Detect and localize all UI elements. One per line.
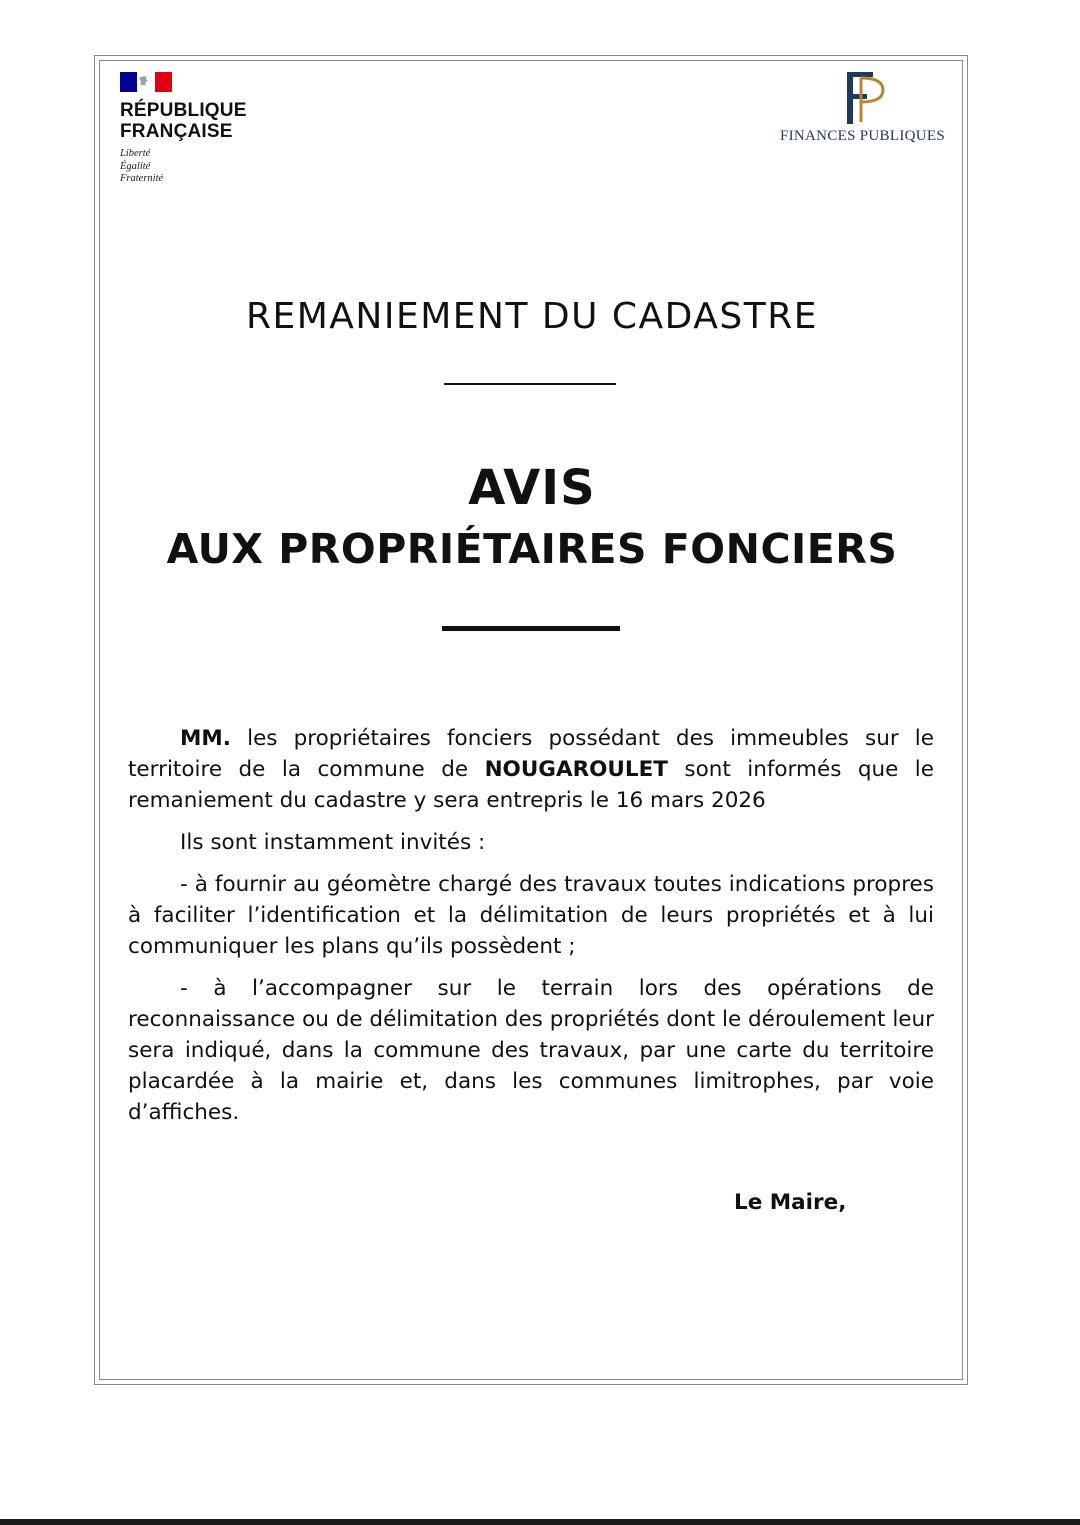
marianne-profile-icon — [137, 72, 155, 92]
document-border-inner — [99, 60, 963, 1380]
republique-motto — [120, 148, 280, 186]
republique-francaise-name — [120, 100, 280, 142]
paragraph-lead: MM. — [180, 726, 231, 751]
signature: Le Maire, — [734, 1190, 847, 1215]
flag-white-band — [137, 72, 155, 92]
notice-body — [128, 723, 934, 1139]
motto-liberte: Liberté — [120, 148, 151, 159]
title-separator — [442, 626, 620, 631]
bottom-edge-bar — [0, 1519, 1080, 1525]
motto-fraternite: Fraternité — [120, 173, 164, 184]
french-flag-icon — [120, 72, 172, 92]
republique-line: RÉPUBLIQUE — [120, 100, 247, 121]
flag-blue-band — [120, 72, 137, 92]
page-title: AVIS — [468, 460, 596, 516]
paragraph-intro-part2: sont informés que le remaniement du cadastre y sera entrepris le 16 mars 2026 — [128, 757, 934, 813]
paragraph-intro — [128, 723, 934, 816]
page-subtitle: AUX PROPRIÉTAIRES FONCIERS — [166, 525, 898, 573]
paragraph-intro-part1: les propriétaires fonciers possédant des immeubles sur le territoire de la commune de — [128, 726, 934, 782]
finances-publiques-name: FINANCES PUBLIQUES — [779, 128, 945, 144]
paragraph-item-2: - à l’accompagner sur le terrain lors des opérations de reconnaissance ou de délimitation des propriétés dont le déroulement leur sera indiqué, dans la commune des travaux, par une carte du territoire placardée à la mairie et, dans les communes limitrophes, par voie d’affiches. — [128, 976, 934, 1125]
commune-name: NOUGAROULET — [484, 757, 668, 782]
republique-francaise-logo — [120, 72, 280, 186]
finances-publiques-logo — [770, 68, 955, 145]
subject-heading: REMANIEMENT DU CADASTRE — [245, 296, 818, 337]
heading-separator — [444, 383, 616, 385]
finances-publiques-emblem-icon — [833, 68, 893, 126]
paragraph-invitation: Ils sont instamment invités : — [180, 830, 486, 855]
francaise-line: FRANÇAISE — [120, 121, 233, 142]
paragraph-item-1: - à fournir au géomètre chargé des travaux toutes indications propres à faciliter l’identification et la délimitation de leurs propriétés et à lui communiquer les plans qu’ils possèdent ; — [128, 872, 934, 959]
motto-egalite: Égalité — [120, 160, 151, 172]
document-border — [94, 55, 968, 1385]
flag-red-band — [155, 72, 172, 92]
